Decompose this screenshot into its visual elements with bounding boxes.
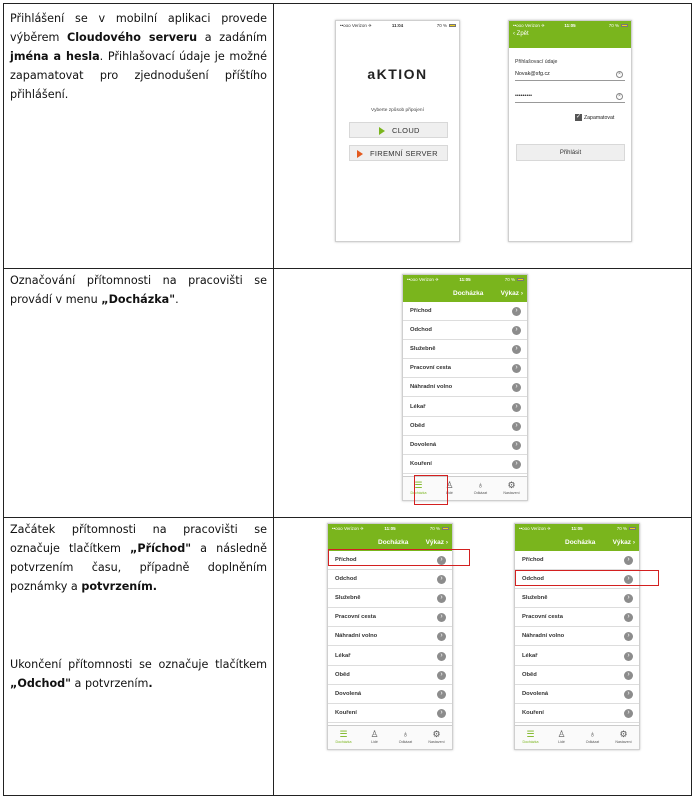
choose-connection-label: Vyberte způsob připojení	[371, 108, 424, 113]
battery-icon	[621, 24, 628, 28]
menu-item[interactable]	[403, 340, 527, 359]
menu-item[interactable]	[515, 685, 639, 704]
play-icon	[379, 127, 385, 135]
menu-item-label: Oběd	[335, 671, 350, 678]
login-instructions: Přihlášení se v mobilní aplikaci provede výběrem Cloudového serveru a zadáním jména a hesla. Přihlašovací údaje je možné zapamatovat pro zjednodušení příštího přihlášení.	[10, 12, 268, 101]
tab-suggest[interactable]	[390, 726, 421, 750]
menu-item-label: Dovolená	[410, 441, 437, 448]
password-field[interactable]: ••••••••• ×	[515, 93, 625, 103]
tab-label: Odkázat	[473, 491, 488, 495]
menu-item-label: Odchod	[335, 576, 357, 583]
chevron-right-icon: ›	[624, 613, 633, 622]
play-icon	[357, 150, 363, 158]
menu-item[interactable]	[403, 436, 527, 455]
battery-icon	[449, 24, 456, 28]
tab-settings[interactable]	[421, 726, 452, 750]
tab-label: Docházka	[335, 740, 352, 744]
arrival-instructions: Začátek přítomnosti na pracovišti se označuje tlačítkem „Příchod" a následně potvrzením času, případně doplněním poznámky a potvrzením.	[10, 523, 267, 593]
menu-item[interactable]	[403, 378, 527, 397]
person-icon: ♙	[370, 729, 379, 739]
menu-item-label: Odchod	[410, 327, 432, 334]
battery-icon	[442, 527, 449, 531]
menu-item-label: Příchod	[335, 557, 357, 563]
chevron-right-icon: ›	[512, 422, 521, 431]
login-submit-button[interactable]: Přihlásit	[516, 144, 625, 161]
menu-item-label: Náhradní volno	[410, 384, 453, 391]
tab-bar	[515, 725, 639, 749]
chevron-right-icon: ›	[512, 364, 521, 373]
menu-item[interactable]	[515, 627, 639, 646]
menu-item[interactable]	[515, 608, 639, 627]
menu-item-label: Příchod	[410, 308, 432, 314]
menu-item[interactable]	[403, 359, 527, 378]
status-bar: ••ooo Verizon ✈ 11:05 70 %	[509, 21, 631, 30]
status-bar: ••ooo Verizon ✈ 11:05 70 %	[328, 524, 452, 533]
chevron-right-icon: ›	[437, 671, 446, 680]
login-screen	[335, 20, 460, 242]
chevron-right-icon: ›	[512, 403, 521, 412]
report-link[interactable]: Výkaz ›	[612, 539, 635, 546]
bulb-icon: ♁	[589, 729, 596, 739]
menu-item-label: Lékař	[410, 403, 426, 410]
username-field[interactable]: Novak@sfg.cz ×	[515, 71, 625, 81]
chevron-right-icon: ›	[624, 709, 633, 718]
status-bar: ••ooo Verizon ✈ 11:04 70 %	[336, 21, 459, 30]
menu-item-label: Kouření	[522, 709, 544, 716]
menu-item-label: Služebně	[410, 346, 436, 353]
tab-label: Lidé	[446, 491, 453, 495]
header-title: Docházka	[378, 539, 409, 546]
credentials-screen	[508, 20, 632, 242]
tab-suggest[interactable]	[465, 477, 496, 501]
menu-item-label: Lékař	[522, 652, 538, 659]
menu-item-label: Služebně	[522, 595, 548, 602]
header-title: Docházka	[453, 290, 484, 297]
chevron-right-icon: ›	[437, 556, 446, 565]
chevron-right-icon: ›	[624, 671, 633, 680]
list-icon: ☰	[339, 729, 348, 739]
bulb-icon: ♁	[402, 729, 409, 739]
tab-settings[interactable]	[496, 477, 527, 501]
chevron-right-icon: ›	[512, 326, 521, 335]
menu-item-label: Odchod	[522, 576, 544, 583]
chevron-right-icon: ›	[624, 556, 633, 565]
menu-item[interactable]	[328, 627, 452, 646]
status-bar: ••ooo Verizon ✈ 11:05 70 %	[515, 524, 639, 533]
gear-icon: ⚙	[432, 729, 441, 739]
bulb-icon: ♁	[477, 480, 484, 490]
tab-label: Nastavení	[615, 740, 632, 744]
tab-suggest[interactable]	[577, 726, 608, 750]
menu-item-label: Příchod	[522, 557, 544, 563]
menu-item[interactable]	[515, 704, 639, 723]
menu-item[interactable]	[403, 321, 527, 340]
menu-item-label: Oběd	[410, 422, 425, 429]
chevron-right-icon: ›	[437, 613, 446, 622]
tab-label: Odkázat	[398, 740, 413, 744]
chevron-right-icon: ›	[512, 307, 521, 316]
menu-item[interactable]	[328, 589, 452, 608]
menu-item-label: Náhradní volno	[522, 633, 565, 640]
attendance-screen-departure	[514, 523, 640, 750]
gear-icon: ⚙	[507, 480, 516, 490]
chevron-right-icon: ›	[437, 652, 446, 661]
menu-item[interactable]	[403, 398, 527, 417]
menu-item[interactable]	[328, 666, 452, 685]
menu-item[interactable]	[328, 608, 452, 627]
tab-label: Docházka	[410, 491, 427, 495]
menu-item-label: Pracovní cesta	[522, 614, 563, 621]
chevron-right-icon: ›	[437, 632, 446, 641]
list-icon: ☰	[414, 480, 423, 490]
menu-item-label: Kouření	[335, 709, 357, 716]
menu-item-label: Pracovní cesta	[335, 614, 376, 621]
chevron-right-icon: ›	[624, 575, 633, 584]
menu-item-label: Lékař	[335, 652, 351, 659]
battery-icon	[517, 278, 524, 282]
menu-item-label: Dovolená	[522, 690, 549, 697]
chevron-right-icon: ›	[512, 383, 521, 392]
tab-attendance[interactable]	[515, 726, 546, 750]
tab-label: Nastavení	[503, 491, 520, 495]
gear-icon: ⚙	[619, 729, 628, 739]
status-bar: ••ooo Verizon ✈ 11:05 70 %	[403, 275, 527, 284]
report-link[interactable]: Výkaz ›	[500, 290, 523, 297]
chevron-right-icon: ›	[437, 690, 446, 699]
menu-item[interactable]	[403, 302, 527, 321]
checkmark-icon: ✓	[575, 114, 582, 120]
person-icon: ♙	[445, 480, 454, 490]
table-column-divider	[273, 3, 274, 796]
menu-item[interactable]	[515, 647, 639, 666]
menu-item[interactable]	[515, 666, 639, 685]
clear-icon[interactable]: ×	[616, 93, 623, 100]
tab-attendance[interactable]	[328, 726, 359, 750]
report-link[interactable]: Výkaz ›	[425, 539, 448, 546]
menu-item-label: Oběd	[522, 671, 537, 678]
tab-people[interactable]	[546, 726, 577, 750]
chevron-right-icon: ›	[437, 575, 446, 584]
chevron-right-icon: ›	[512, 460, 521, 469]
tab-label: Lidé	[371, 740, 378, 744]
company-server-button[interactable]: FIREMNÍ SERVER	[349, 145, 448, 161]
tab-label: Docházka	[522, 740, 539, 744]
menu-item[interactable]	[515, 589, 639, 608]
tab-label: Odkázat	[585, 740, 600, 744]
menu-item-label: Náhradní volno	[335, 633, 378, 640]
header-title: Docházka	[565, 539, 596, 546]
aktion-logo: aKTION	[367, 66, 428, 82]
attendance-tab-highlight	[414, 475, 448, 505]
menu-item-label: Služebně	[335, 595, 361, 602]
menu-item[interactable]	[328, 647, 452, 666]
chevron-right-icon: ›	[512, 345, 521, 354]
attendance-screen	[402, 274, 528, 501]
chevron-right-icon: ›	[437, 594, 446, 603]
departure-button-highlight	[515, 570, 659, 586]
menu-item-label: Kouření	[410, 460, 432, 467]
table-row-divider	[3, 517, 692, 518]
back-button[interactable]: ‹ Zpět	[513, 31, 529, 37]
tab-label: Lidé	[558, 740, 565, 744]
chevron-right-icon: ›	[624, 632, 633, 641]
menu-item[interactable]	[403, 455, 527, 474]
tab-label: Nastavení	[428, 740, 445, 744]
list-icon: ☰	[526, 729, 535, 739]
departure-instructions: Ukončení přítomnosti se označuje tlačítkem „Odchod" a potvrzením.	[10, 658, 267, 690]
clear-icon[interactable]: ×	[616, 71, 623, 78]
chevron-right-icon: ›	[512, 441, 521, 450]
chevron-right-icon: ›	[437, 709, 446, 718]
cloud-button[interactable]: CLOUD	[349, 122, 448, 138]
menu-item[interactable]	[328, 685, 452, 704]
tab-settings[interactable]	[608, 726, 639, 750]
chevron-right-icon: ›	[624, 690, 633, 699]
tab-people[interactable]	[359, 726, 390, 750]
menu-item[interactable]	[328, 704, 452, 723]
credentials-section-label: Přihlašovací údaje	[515, 59, 558, 65]
remember-checkbox[interactable]: ✓ Zapamatovat	[575, 114, 615, 121]
table-row-divider	[3, 268, 692, 269]
chevron-right-icon: ›	[624, 594, 633, 603]
menu-item-label: Dovolená	[335, 690, 362, 697]
menu-item[interactable]	[328, 570, 452, 589]
menu-item-label: Pracovní cesta	[410, 365, 451, 372]
arrival-button-highlight	[328, 549, 470, 566]
tab-bar	[328, 725, 452, 749]
battery-icon	[629, 527, 636, 531]
person-icon: ♙	[557, 729, 566, 739]
attendance-menu-instructions: Označování přítomnosti na pracovišti se provádí v menu „Docházka".	[10, 274, 267, 306]
chevron-right-icon: ›	[624, 652, 633, 661]
menu-item[interactable]	[403, 417, 527, 436]
menu-item[interactable]	[515, 551, 639, 570]
